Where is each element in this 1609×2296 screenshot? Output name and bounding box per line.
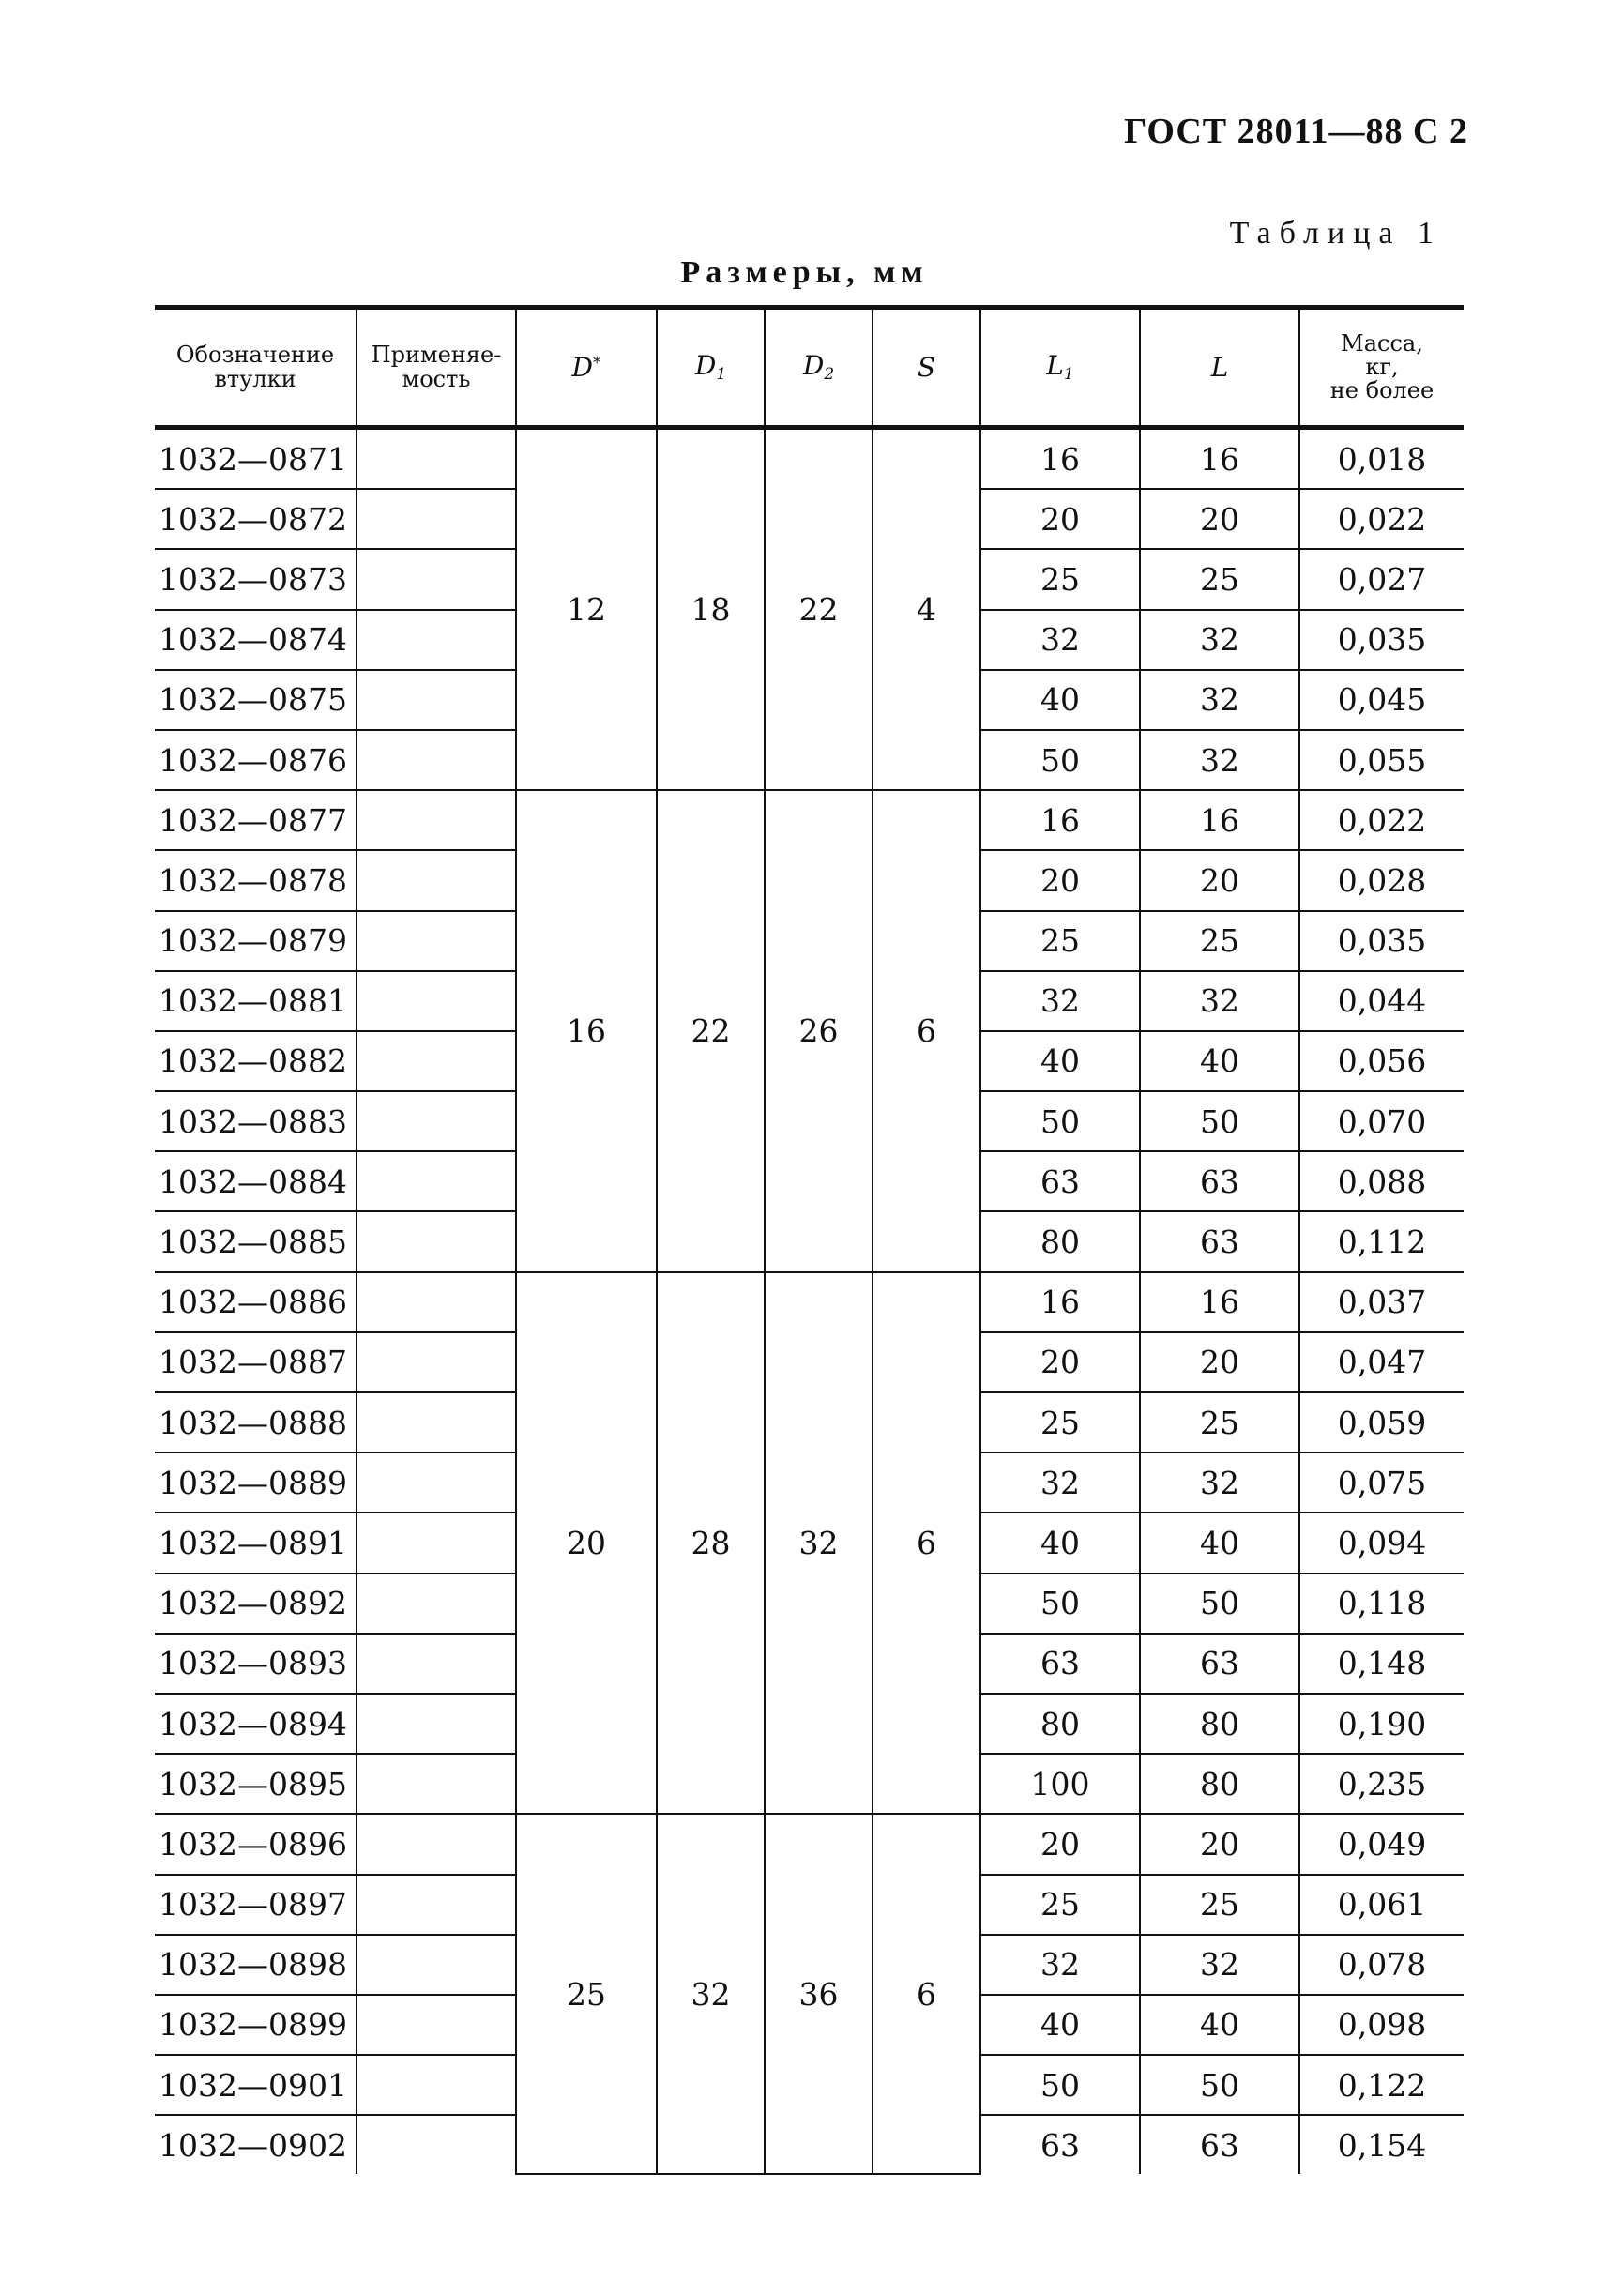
l1-cell: 25 bbox=[980, 549, 1140, 609]
applicability-cell bbox=[357, 1754, 516, 1814]
mass-cell: 0,027 bbox=[1299, 549, 1464, 609]
s-cell: 6 bbox=[873, 1272, 980, 1815]
l-cell: 63 bbox=[1140, 2115, 1299, 2174]
header-d1-symbol: D bbox=[694, 349, 717, 381]
l-cell: 20 bbox=[1140, 850, 1299, 910]
designation-cell: 1032—0893 bbox=[155, 1634, 357, 1694]
header-designation bbox=[155, 308, 357, 428]
applicability-cell bbox=[357, 1814, 516, 1874]
header-applicability-line1: Применяе- bbox=[371, 342, 502, 369]
applicability-cell bbox=[357, 1574, 516, 1634]
s-cell: 4 bbox=[873, 428, 980, 791]
d1-cell: 32 bbox=[657, 1814, 765, 2174]
mass-cell: 0,190 bbox=[1299, 1694, 1464, 1754]
designation-cell: 1032—0892 bbox=[155, 1574, 357, 1634]
designation-cell: 1032—0881 bbox=[155, 971, 357, 1031]
l1-cell: 40 bbox=[980, 670, 1140, 730]
designation-cell: 1032—0873 bbox=[155, 549, 357, 609]
designation-cell: 1032—0872 bbox=[155, 489, 357, 549]
header-d2-symbol: D bbox=[802, 349, 825, 381]
header-d1 bbox=[657, 308, 765, 428]
header-applicability bbox=[357, 308, 516, 428]
applicability-cell bbox=[357, 1452, 516, 1513]
l-cell: 20 bbox=[1140, 489, 1299, 549]
mass-cell: 0,075 bbox=[1299, 1452, 1464, 1513]
applicability-cell bbox=[357, 1875, 516, 1935]
mass-cell: 0,112 bbox=[1299, 1211, 1464, 1271]
l1-cell: 16 bbox=[980, 428, 1140, 490]
applicability-cell bbox=[357, 1211, 516, 1271]
header-s-symbol: S bbox=[917, 351, 936, 383]
l-cell: 32 bbox=[1140, 670, 1299, 730]
applicability-cell bbox=[357, 2055, 516, 2115]
d2-cell: 32 bbox=[765, 1272, 873, 1815]
mass-cell: 0,059 bbox=[1299, 1392, 1464, 1452]
designation-cell: 1032—0875 bbox=[155, 670, 357, 730]
designation-cell: 1032—0891 bbox=[155, 1513, 357, 1573]
l-cell: 40 bbox=[1140, 1513, 1299, 1573]
mass-cell: 0,088 bbox=[1299, 1151, 1464, 1211]
applicability-cell bbox=[357, 549, 516, 609]
l-cell: 16 bbox=[1140, 1272, 1299, 1332]
d-cell: 25 bbox=[516, 1814, 657, 2174]
mass-cell: 0,154 bbox=[1299, 2115, 1464, 2174]
header-l bbox=[1140, 308, 1299, 428]
applicability-cell bbox=[357, 1031, 516, 1091]
mass-cell: 0,035 bbox=[1299, 911, 1464, 971]
l1-cell: 16 bbox=[980, 790, 1140, 850]
applicability-cell bbox=[357, 1935, 516, 1995]
designation-cell: 1032—0894 bbox=[155, 1694, 357, 1754]
mass-cell: 0,037 bbox=[1299, 1272, 1464, 1332]
applicability-cell bbox=[357, 911, 516, 971]
l1-cell: 32 bbox=[980, 971, 1140, 1031]
l-cell: 63 bbox=[1140, 1634, 1299, 1694]
mass-cell: 0,148 bbox=[1299, 1634, 1464, 1694]
mass-cell: 0,044 bbox=[1299, 971, 1464, 1031]
applicability-cell bbox=[357, 971, 516, 1031]
applicability-cell bbox=[357, 1272, 516, 1332]
l1-cell: 50 bbox=[980, 730, 1140, 790]
applicability-cell bbox=[357, 730, 516, 790]
d-cell: 20 bbox=[516, 1272, 657, 1815]
applicability-cell bbox=[357, 790, 516, 850]
l1-cell: 20 bbox=[980, 1332, 1140, 1392]
header-mass-line3: не более bbox=[1329, 377, 1434, 404]
header-s bbox=[873, 308, 980, 428]
mass-cell: 0,122 bbox=[1299, 2055, 1464, 2115]
l1-cell: 25 bbox=[980, 1392, 1140, 1452]
l-cell: 20 bbox=[1140, 1814, 1299, 1874]
header-l-symbol: L bbox=[1210, 351, 1229, 383]
d1-cell: 28 bbox=[657, 1272, 765, 1815]
l-cell: 16 bbox=[1140, 428, 1299, 490]
l1-cell: 80 bbox=[980, 1694, 1140, 1754]
s-cell: 6 bbox=[873, 1814, 980, 2174]
l1-cell: 20 bbox=[980, 850, 1140, 910]
l1-cell: 63 bbox=[980, 2115, 1140, 2174]
l1-cell: 40 bbox=[980, 1995, 1140, 2055]
dimensions-table bbox=[155, 305, 1464, 2175]
designation-cell: 1032—0884 bbox=[155, 1151, 357, 1211]
table-row bbox=[155, 428, 1464, 490]
applicability-cell bbox=[357, 670, 516, 730]
l1-cell: 32 bbox=[980, 1452, 1140, 1513]
l-cell: 32 bbox=[1140, 1935, 1299, 1995]
l1-cell: 32 bbox=[980, 1935, 1140, 1995]
mass-cell: 0,118 bbox=[1299, 1574, 1464, 1634]
l-cell: 40 bbox=[1140, 1995, 1299, 2055]
l-cell: 25 bbox=[1140, 1392, 1299, 1452]
l-cell: 63 bbox=[1140, 1211, 1299, 1271]
header-designation-line1: Обозначение bbox=[175, 342, 335, 369]
l1-cell: 25 bbox=[980, 911, 1140, 971]
designation-cell: 1032—0897 bbox=[155, 1875, 357, 1935]
mass-cell: 0,094 bbox=[1299, 1513, 1464, 1573]
l-cell: 50 bbox=[1140, 1091, 1299, 1151]
l1-cell: 32 bbox=[980, 610, 1140, 670]
designation-cell: 1032—0902 bbox=[159, 2126, 347, 2164]
d2-cell: 26 bbox=[765, 790, 873, 1272]
l-cell: 20 bbox=[1140, 1332, 1299, 1392]
mass-cell: 0,035 bbox=[1299, 610, 1464, 670]
applicability-cell bbox=[357, 1151, 516, 1211]
l1-cell: 20 bbox=[980, 489, 1140, 549]
header-d2-sub: 2 bbox=[824, 364, 835, 384]
l-cell: 50 bbox=[1140, 1574, 1299, 1634]
mass-cell: 0,018 bbox=[1299, 428, 1464, 490]
l-cell: 32 bbox=[1140, 730, 1299, 790]
designation-cell: 1032—0876 bbox=[155, 730, 357, 790]
l-cell: 40 bbox=[1140, 1031, 1299, 1091]
l1-cell: 40 bbox=[980, 1513, 1140, 1573]
l1-cell: 100 bbox=[980, 1754, 1140, 1814]
designation-cell: 1032—0901 bbox=[155, 2055, 357, 2115]
applicability-cell bbox=[357, 850, 516, 910]
s-cell: 6 bbox=[873, 790, 980, 1272]
l-cell: 32 bbox=[1140, 610, 1299, 670]
table-body bbox=[155, 428, 1464, 2175]
l1-cell: 20 bbox=[980, 1814, 1140, 1874]
designation-cell: 1032—0889 bbox=[155, 1452, 357, 1513]
l1-cell: 40 bbox=[980, 1031, 1140, 1091]
header-mass-line2: кг, bbox=[1365, 353, 1399, 380]
table-header-row bbox=[155, 308, 1464, 428]
d1-cell: 18 bbox=[657, 428, 765, 791]
mass-cell: 0,049 bbox=[1299, 1814, 1464, 1874]
mass-cell: 0,070 bbox=[1299, 1091, 1464, 1151]
d2-cell: 22 bbox=[765, 428, 873, 791]
l1-cell: 80 bbox=[980, 1211, 1140, 1271]
table-label: Таблица 1 bbox=[1229, 216, 1442, 251]
header-mass-line1: Масса, bbox=[1341, 329, 1423, 357]
d-cell: 12 bbox=[516, 428, 657, 791]
designation-cell: 1032—0878 bbox=[155, 850, 357, 910]
header-designation-line2: втулки bbox=[214, 365, 296, 392]
mass-cell: 0,056 bbox=[1299, 1031, 1464, 1091]
l-cell: 25 bbox=[1140, 549, 1299, 609]
applicability-cell bbox=[357, 1634, 516, 1694]
table-row bbox=[155, 790, 1464, 850]
l1-cell: 25 bbox=[980, 1875, 1140, 1935]
l-cell: 63 bbox=[1140, 1151, 1299, 1211]
mass-cell: 0,028 bbox=[1299, 850, 1464, 910]
l-cell: 16 bbox=[1140, 790, 1299, 850]
header-d-mark: * bbox=[592, 353, 601, 373]
applicability-cell bbox=[357, 1332, 516, 1392]
applicability-cell bbox=[357, 1513, 516, 1573]
header-d2 bbox=[765, 308, 873, 428]
applicability-cell bbox=[357, 1694, 516, 1754]
d1-cell: 22 bbox=[657, 790, 765, 1272]
mass-cell: 0,061 bbox=[1299, 1875, 1464, 1935]
header-mass bbox=[1299, 308, 1464, 428]
d-cell: 16 bbox=[516, 790, 657, 1272]
designation-cell: 1032—0888 bbox=[155, 1392, 357, 1452]
table-row bbox=[155, 1272, 1464, 1332]
l-cell: 50 bbox=[1140, 2055, 1299, 2115]
designation-cell: 1032—0871 bbox=[155, 428, 357, 490]
l1-cell: 63 bbox=[980, 1634, 1140, 1694]
table-row bbox=[155, 1814, 1464, 1874]
designation-cell: 1032—0879 bbox=[155, 911, 357, 971]
header-l1-sub: 1 bbox=[1063, 364, 1074, 384]
designation-cell: 1032—0883 bbox=[155, 1091, 357, 1151]
header-d1-sub: 1 bbox=[716, 364, 727, 384]
designation-cell: 1032—0887 bbox=[155, 1332, 357, 1392]
l-cell: 25 bbox=[1140, 911, 1299, 971]
l1-cell: 50 bbox=[980, 2055, 1140, 2115]
mass-cell: 0,055 bbox=[1299, 730, 1464, 790]
applicability-cell bbox=[357, 1392, 516, 1452]
designation-cell: 1032—0898 bbox=[155, 1935, 357, 1995]
l-cell: 80 bbox=[1140, 1694, 1299, 1754]
designation-cell: 1032—0886 bbox=[155, 1272, 357, 1332]
header-l1-symbol: L bbox=[1046, 349, 1064, 381]
mass-cell: 0,045 bbox=[1299, 670, 1464, 730]
designation-cell: 1032—0896 bbox=[155, 1814, 357, 1874]
header-l1 bbox=[980, 308, 1140, 428]
l-cell: 25 bbox=[1140, 1875, 1299, 1935]
applicability-cell bbox=[357, 1091, 516, 1151]
designation-cell: 1032—0899 bbox=[155, 1995, 357, 2055]
designation-cell: 1032—0874 bbox=[155, 610, 357, 670]
designation-cell: 1032—0882 bbox=[155, 1031, 357, 1091]
l1-cell: 50 bbox=[980, 1574, 1140, 1634]
mass-cell: 0,098 bbox=[1299, 1995, 1464, 2055]
d2-cell: 36 bbox=[765, 1814, 873, 2174]
header-d-symbol: D bbox=[571, 351, 593, 383]
table-caption: Размеры, мм bbox=[680, 255, 929, 290]
mass-cell: 0,022 bbox=[1299, 489, 1464, 549]
mass-cell: 0,022 bbox=[1299, 790, 1464, 850]
l-cell: 32 bbox=[1140, 971, 1299, 1031]
l1-cell: 16 bbox=[980, 1272, 1140, 1332]
page-header: ГОСТ 28011—88 С 2 bbox=[1124, 112, 1468, 151]
applicability-cell bbox=[357, 2115, 516, 2174]
mass-cell: 0,047 bbox=[1299, 1332, 1464, 1392]
applicability-cell bbox=[357, 1995, 516, 2055]
designation-cell: 1032—0895 bbox=[155, 1754, 357, 1814]
applicability-cell bbox=[357, 489, 516, 549]
mass-cell: 0,235 bbox=[1299, 1754, 1464, 1814]
mass-cell: 0,078 bbox=[1299, 1935, 1464, 1995]
designation-cell: 1032—0877 bbox=[155, 790, 357, 850]
header-d bbox=[516, 308, 657, 428]
l1-cell: 63 bbox=[980, 1151, 1140, 1211]
designation-cell: 1032—0885 bbox=[155, 1211, 357, 1271]
l-cell: 80 bbox=[1140, 1754, 1299, 1814]
header-applicability-line2: мость bbox=[402, 365, 471, 392]
applicability-cell bbox=[357, 428, 516, 490]
applicability-cell bbox=[357, 610, 516, 670]
l1-cell: 50 bbox=[980, 1091, 1140, 1151]
l-cell: 32 bbox=[1140, 1452, 1299, 1513]
